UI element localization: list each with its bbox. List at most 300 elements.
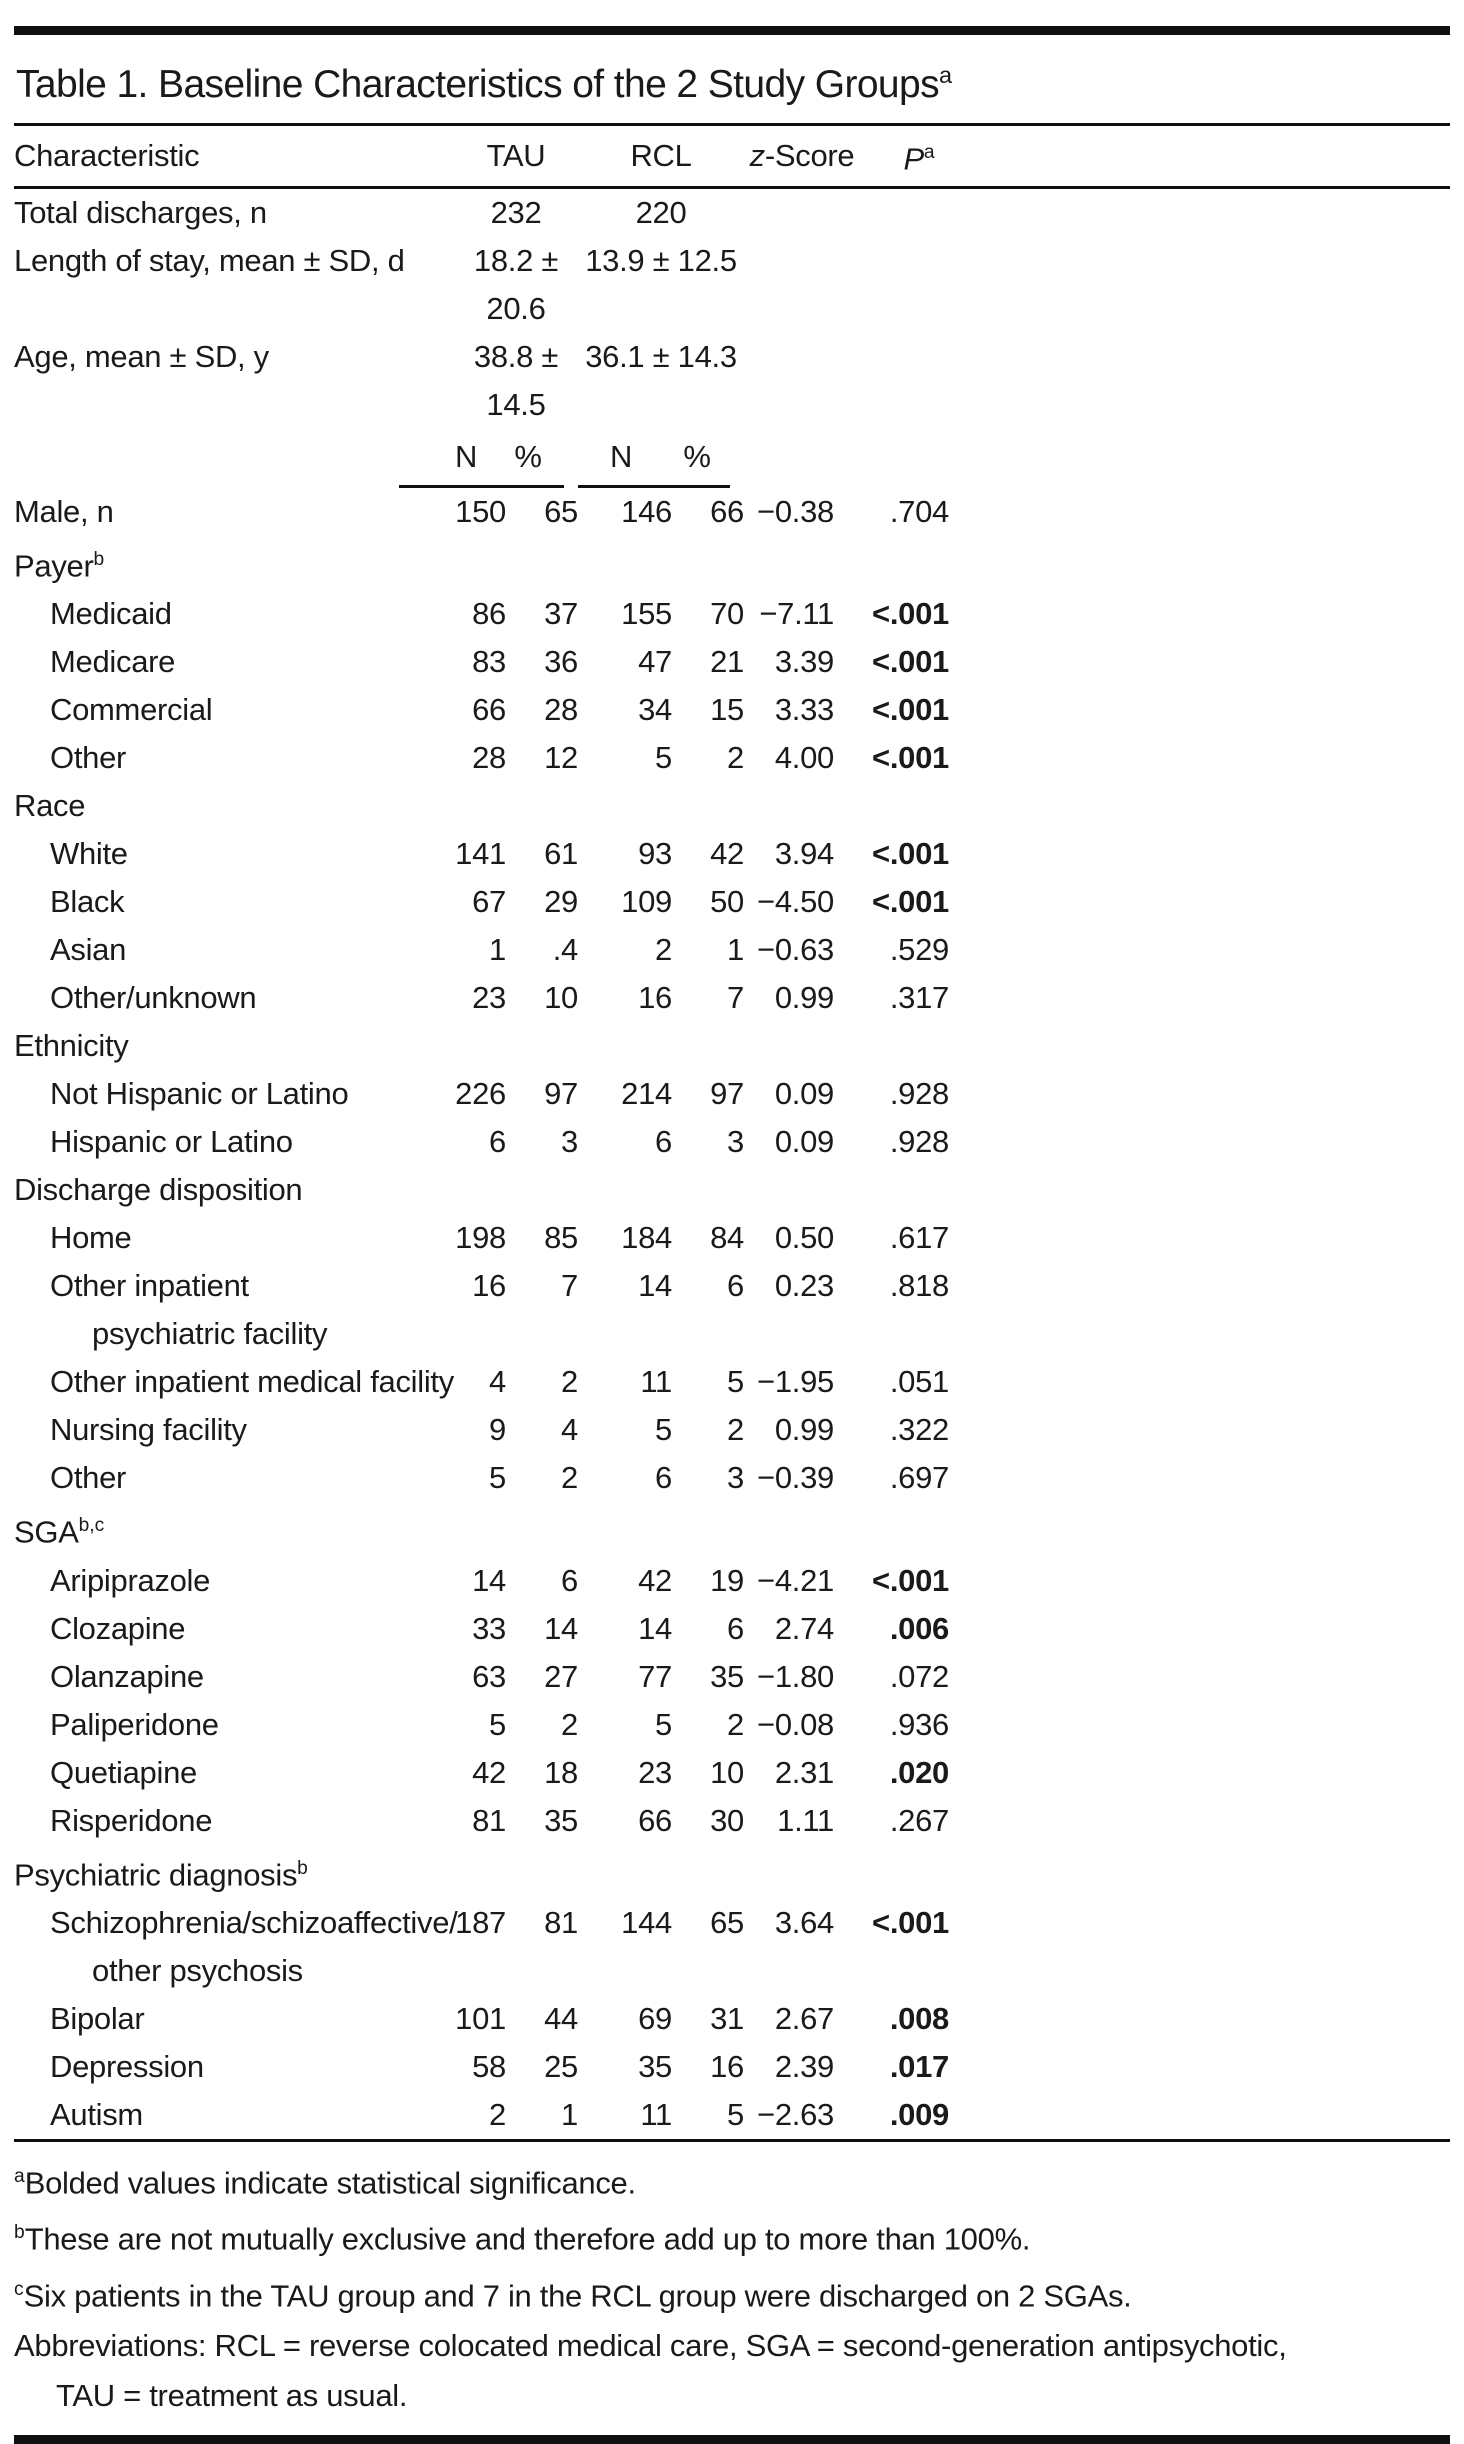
row-label-text: Not Hispanic or Latino [50,1076,349,1112]
row-label [50,1214,454,1262]
tau-n-cell: 86 [472,596,506,632]
row-label-continuation: other psychosis [92,1952,303,1988]
tau-n-cell: 66 [472,692,506,728]
table-row [14,878,1450,926]
rcl-pct-cell: 2 [727,1706,744,1742]
p-value-cell: .928 [889,1124,949,1160]
tau-n-cell: 23 [472,980,506,1016]
zscore-label-rest: -Score [764,138,855,173]
row-label-cell [14,1166,454,1214]
p-value-cell: .017 [889,2048,949,2084]
tau-n-cell: 5 [489,1460,506,1496]
rcl-pct-cell: 1 [727,932,744,968]
tau-pct-cell: 36 [544,644,578,680]
p-value-cell: .267 [889,1802,949,1838]
row-label [14,333,454,381]
p-value-cell: .009 [889,2096,949,2132]
tau-pct-cell: 85 [544,1220,578,1256]
col-header-p [860,126,978,188]
tau-n-cell: 14 [472,1562,506,1598]
row-label-cell [14,1797,454,1845]
row-label-cell [14,2091,454,2139]
tau-pct-cell: 35 [544,1802,578,1838]
row-label-cell [14,237,454,333]
z-score-cell: 2.31 [774,1754,834,1790]
table-row [14,1995,1450,2043]
table-row [14,1557,1450,1605]
rcl-pct-cell: 15 [710,692,744,728]
row-label [14,237,454,285]
row-label [50,1995,454,2043]
rcl-pct-cell: 5 [727,2096,744,2132]
rcl-n-cell: 66 [638,1802,672,1838]
row-label-cell [14,1653,454,1701]
p-value-cell: <.001 [872,596,949,632]
tau-pct-cell: 7 [561,1268,578,1304]
header-filler [978,126,1450,188]
tau-pct-cell: 18 [544,1754,578,1790]
row-label-cell [14,1749,454,1797]
z-score-cell: 3.39 [774,644,834,680]
table-row [14,1118,1450,1166]
tau-pct-cell: 10 [544,980,578,1016]
z-score-cell: 4.00 [774,740,834,776]
row-label-cell [14,1358,454,1406]
footnote-text: Bolded values indicate statistical significance. [24,2165,636,2201]
row-label-cell [14,2043,454,2091]
rcl-pct-cell: 42 [710,836,744,872]
z-score-cell: 3.94 [774,836,834,872]
row-label-text: Male, n [14,494,114,529]
row-label-text: Black [50,884,125,920]
row-label-text: Schizophrenia/schizoaffective/ [50,1904,458,1940]
tau-pct-cell: 25 [544,2048,578,2084]
table-row [14,1358,1450,1406]
row-label [50,1749,454,1797]
rcl-n-cell: 109 [621,884,672,920]
rcl-n-cell: 2 [655,932,672,968]
rcl-pct-cell: 6 [727,1268,744,1304]
row-label-cell [14,1214,454,1262]
p-footnote-marker: a [923,141,935,163]
rcl-pct-cell: 97 [710,1076,744,1112]
row-label-text: Asian [50,932,127,968]
tau-pct-cell: 28 [544,692,578,728]
rcl-pct-cell: 50 [710,884,744,920]
column-header-row [14,126,1450,188]
row-label-text: Total discharges, n [14,195,267,230]
row-label-cell [14,1995,454,2043]
table-row [14,1214,1450,1262]
rcl-pct-cell: 16 [710,2048,744,2084]
table-row [14,1899,1450,1995]
row-label-cell [14,878,454,926]
col-header-tau: TAU [454,126,578,188]
rcl-pct-cell: 5 [727,1364,744,1400]
rcl-value-cell: 13.9 ± 12.5 [585,243,737,278]
row-label [50,638,454,686]
row-label-text: Autism [50,2096,143,2132]
tau-pct-cell: 97 [544,1076,578,1112]
table-row [14,1653,1450,1701]
table-row [14,488,1450,536]
rcl-n-cell: 6 [655,1124,672,1160]
row-label [50,1070,454,1118]
p-value-cell: .006 [889,1610,949,1646]
z-score-cell: −1.95 [757,1364,834,1400]
row-label-cell [14,926,454,974]
rcl-pct-cell: 3 [727,1124,744,1160]
row-label [50,686,454,734]
tau-pct-cell: 44 [544,2000,578,2036]
p-value-cell: .072 [889,1658,949,1694]
z-score-cell: 2.67 [774,2000,834,2036]
row-label [14,488,454,536]
tau-pct-cell: 2 [561,1460,578,1496]
table-row [14,686,1450,734]
table-row [14,1454,1450,1502]
z-score-cell: −4.21 [757,1562,834,1598]
p-value-cell: .617 [889,1220,949,1256]
tau-n-cell: 58 [472,2048,506,2084]
row-label [50,1406,454,1454]
row-label [50,1262,454,1310]
rcl-pct-cell: 10 [710,1754,744,1790]
row-label [14,536,454,590]
tau-n-cell: 4 [489,1364,506,1400]
row-label [50,878,454,926]
row-label [50,1653,454,1701]
rcl-pct-cell: 7 [727,980,744,1016]
tau-pct-cell: 61 [544,836,578,872]
rcl-n-cell: 155 [621,596,672,632]
rcl-n-label: N [609,439,633,474]
rcl-n-cell: 11 [640,2096,672,2132]
rcl-n-cell: 11 [640,1364,672,1400]
tau-n-cell: 101 [455,2000,506,2036]
p-value-cell: .051 [889,1364,949,1400]
row-label-text: Olanzapine [50,1658,204,1694]
row-label-text: Paliperidone [50,1706,219,1742]
baseline-characteristics-table [14,126,1450,2139]
z-score-cell: 0.99 [774,980,834,1016]
footnotes-block [14,2142,1450,2427]
z-score-cell: 1.11 [777,1802,834,1838]
table-row [14,1070,1450,1118]
row-label-text: Medicaid [50,596,172,632]
row-label-text: Aripiprazole [50,1562,211,1598]
row-label-cell [14,1701,454,1749]
z-score-cell: 2.74 [774,1610,834,1646]
table-row [14,1701,1450,1749]
p-value-cell: <.001 [872,692,949,728]
rcl-pct-label: % [683,439,711,474]
tau-value-cell: 232 [490,195,542,230]
table-body [14,188,1450,2139]
tau-n-cell: 42 [472,1754,506,1790]
p-value-cell: .008 [889,2000,949,2036]
p-value-cell: <.001 [872,644,949,680]
row-label-text: Ethnicity [14,1028,129,1064]
section-header-row [14,1845,1450,1899]
table-row [14,237,1450,333]
rcl-n-cell: 47 [638,644,672,680]
tau-pct-cell: 14 [544,1610,578,1646]
footnote-text: Abbreviations: RCL = reverse colocated medical care, SGA = second-generation antipsychotic, TAU = treatment as usual. [14,2327,1287,2413]
z-score-cell: 0.50 [774,1220,834,1256]
tau-pct-cell: 6 [561,1562,578,1598]
row-label [14,1166,454,1214]
row-label-text: Payer [14,548,94,584]
rcl-n-cell: 77 [638,1658,672,1694]
row-footnote-marker: b [93,549,105,570]
z-score-cell: −4.50 [757,884,834,920]
z-score-cell: 0.99 [774,1412,834,1448]
row-label [14,189,454,237]
rcl-subheader-cell [578,429,744,488]
tau-n-cell: 81 [472,1802,506,1838]
z-score-cell: 2.39 [774,2048,834,2084]
row-label [50,1557,454,1605]
row-label-text: Nursing facility [50,1412,247,1448]
p-value-cell: .697 [889,1460,949,1496]
rcl-pct-cell: 70 [710,596,744,632]
tau-n-cell: 16 [472,1268,506,1304]
table-row [14,1406,1450,1454]
rcl-n-cell: 144 [621,1904,672,1940]
rcl-value-cell: 36.1 ± 14.3 [585,339,737,374]
rcl-n-cell: 214 [621,1076,672,1112]
row-label [50,1454,454,1502]
rcl-n-cell: 5 [655,740,672,776]
table-title-text: Table 1. Baseline Characteristics of the 2 Study Groups [16,63,939,106]
row-label [50,1899,458,1947]
rcl-n-cell: 23 [638,1754,672,1790]
footnote-text: These are not mutually exclusive and therefore add up to more than 100%. [24,2221,1031,2257]
tau-pct-cell: 27 [544,1658,578,1694]
p-value-cell: .317 [889,980,949,1016]
rcl-n-cell: 16 [638,980,672,1016]
z-score-cell: −7.11 [759,596,834,632]
rcl-pct-cell: 2 [727,1412,744,1448]
row-label-text: Risperidone [50,1802,213,1838]
tau-n-cell: 6 [489,1124,506,1160]
rcl-n-cell: 42 [638,1562,672,1598]
z-score-cell: −0.63 [757,932,834,968]
rcl-pct-cell: 35 [710,1658,744,1694]
footnote-marker: a [14,2165,25,2187]
row-label-text: Psychiatric diagnosis [14,1856,298,1892]
tau-n-cell: 187 [455,1904,506,1940]
table-row [14,734,1450,782]
table-row [14,1749,1450,1797]
subheader-spacer-cell [14,429,454,488]
row-label-continuation: psychiatric facility [92,1316,328,1352]
tau-n-cell: 150 [455,494,506,529]
p-value-cell: .704 [889,494,949,529]
p-value-cell: <.001 [872,884,949,920]
row-label-text: Other inpatient medical facility [50,1364,454,1400]
row-label-text: Discharge disposition [14,1172,303,1208]
z-score-cell: −1.80 [757,1658,834,1694]
tau-n-cell: 33 [472,1610,506,1646]
tau-pct-cell: 2 [561,1364,578,1400]
row-label-cell [14,1502,454,1556]
row-label-text: Medicare [50,644,176,680]
rcl-pct-cell: 65 [710,1904,744,1940]
rcl-n-cell: 14 [638,1610,672,1646]
tau-pct-cell: 2 [561,1706,578,1742]
tau-pct-cell: 3 [561,1124,578,1160]
tau-n-cell: 83 [472,644,506,680]
tau-pct-label: % [514,439,542,474]
table-row [14,1797,1450,1845]
row-label-cell [14,1605,454,1653]
table-title [14,35,1450,123]
tau-pct-cell: 65 [544,494,578,529]
row-label-cell [14,1899,458,1995]
row-label-text: Home [50,1220,132,1256]
rcl-pct-cell: 2 [727,740,744,776]
row-label-text: Age, mean ± SD, y [14,339,269,374]
table-row [14,1605,1450,1653]
rcl-pct-cell: 21 [710,644,744,680]
row-label-text: Length of stay, mean ± SD, d [14,243,405,278]
rcl-pct-cell: 6 [727,1610,744,1646]
col-header-rcl: RCL [578,126,744,188]
rcl-pct-cell: 3 [727,1460,744,1496]
row-label-cell [14,1557,454,1605]
row-label [50,926,454,974]
tau-n-cell: 1 [489,932,506,968]
z-score-cell: 3.64 [774,1904,834,1940]
table-row [14,974,1450,1022]
footnote-text: Six patients in the TAU group and 7 in the RCL group were discharged on 2 SGAs. [23,2277,1132,2313]
rcl-n-cell: 6 [655,1460,672,1496]
row-label-cell [14,1454,454,1502]
table-row [14,333,1450,429]
z-score-cell: −0.08 [757,1706,834,1742]
row-label [50,2091,454,2139]
rcl-pct-cell: 66 [710,494,744,529]
rcl-n-cell: 184 [621,1220,672,1256]
tau-n-pct-underline [399,433,564,488]
row-label [14,782,454,830]
tau-n-cell: 9 [489,1412,506,1448]
row-label-text: Bipolar [50,2000,145,2036]
row-label [50,974,454,1022]
rcl-n-cell: 146 [621,494,672,529]
tau-n-cell: 198 [455,1220,506,1256]
row-label-cell [14,830,454,878]
row-label-text: Quetiapine [50,1754,197,1790]
row-label-text: Commercial [50,692,213,728]
row-footnote-marker: b,c [78,1515,105,1537]
table-row [14,2091,1450,2139]
z-score-cell: 0.09 [774,1076,834,1112]
tau-value-cell: 18.2 ± 20.6 [473,243,559,326]
rcl-n-cell: 5 [655,1412,672,1448]
rcl-n-pct-underline [578,433,730,488]
row-label [50,734,454,782]
tau-pct-cell: 29 [544,884,578,920]
tau-n-cell: 28 [472,740,506,776]
tau-n-label: N [454,439,478,474]
row-label-text: White [50,836,128,872]
rcl-n-cell: 14 [638,1268,672,1304]
tau-value-cell: 38.8 ± 14.5 [473,339,559,422]
top-border-bar [14,26,1450,35]
rcl-n-cell: 69 [638,2000,672,2036]
z-score-cell: 3.33 [774,692,834,728]
z-score-cell: 0.23 [774,1268,834,1304]
footnote [14,2265,1450,2321]
footnote [14,2208,1450,2264]
p-value-cell: <.001 [872,740,949,776]
tau-pct-cell: 4 [561,1412,578,1448]
p-value-cell: .928 [889,1076,949,1112]
footnote-marker: b [14,2222,25,2244]
section-header-row [14,1022,1450,1070]
row-label-cell [14,1262,454,1358]
p-italic: P [903,141,924,177]
row-label-cell [14,1845,454,1899]
row-label-cell [14,974,454,1022]
tau-n-cell: 141 [455,836,506,872]
rcl-pct-cell: 31 [710,2000,744,2036]
row-label-text: Other [50,740,127,776]
table-row [14,590,1450,638]
rcl-n-cell: 34 [638,692,672,728]
tau-n-cell: 226 [455,1076,506,1112]
table-row [14,638,1450,686]
row-footnote-marker: b [297,1857,308,1879]
z-score-cell: −0.39 [757,1460,834,1496]
row-label [14,1022,454,1070]
section-header-row [14,1166,1450,1214]
row-label-text: Other/unknown [50,980,257,1016]
row-label-text: Clozapine [50,1610,186,1646]
group-subheader-row [14,429,1450,488]
col-header-zscore [744,126,860,188]
zscore-italic-z: z [749,138,765,173]
tau-n-cell: 63 [472,1658,506,1694]
footnote-marker: c [14,2278,24,2300]
table-row [14,926,1450,974]
rcl-pct-cell: 30 [710,1802,744,1838]
footnote [14,2321,1326,2421]
tau-n-cell: 5 [489,1706,506,1742]
row-label [50,1118,454,1166]
row-label-text: Other inpatient [50,1268,249,1304]
table-title-footnote-marker: a [939,62,953,88]
row-label-text: Hispanic or Latino [50,1124,293,1160]
table-row [14,830,1450,878]
p-value-cell: <.001 [872,1904,949,1940]
row-label-cell [14,734,454,782]
rcl-n-cell: 35 [638,2048,672,2084]
row-label [14,1502,454,1556]
rcl-pct-cell: 19 [710,1562,744,1598]
row-label [50,830,454,878]
row-label-cell [14,686,454,734]
tau-pct-cell: .4 [552,932,578,968]
row-label-text: Other [50,1460,127,1496]
footnote [14,2152,1450,2208]
tau-n-cell: 2 [489,2096,506,2132]
tau-pct-cell: 1 [561,2096,578,2132]
p-value-cell: .322 [889,1412,949,1448]
